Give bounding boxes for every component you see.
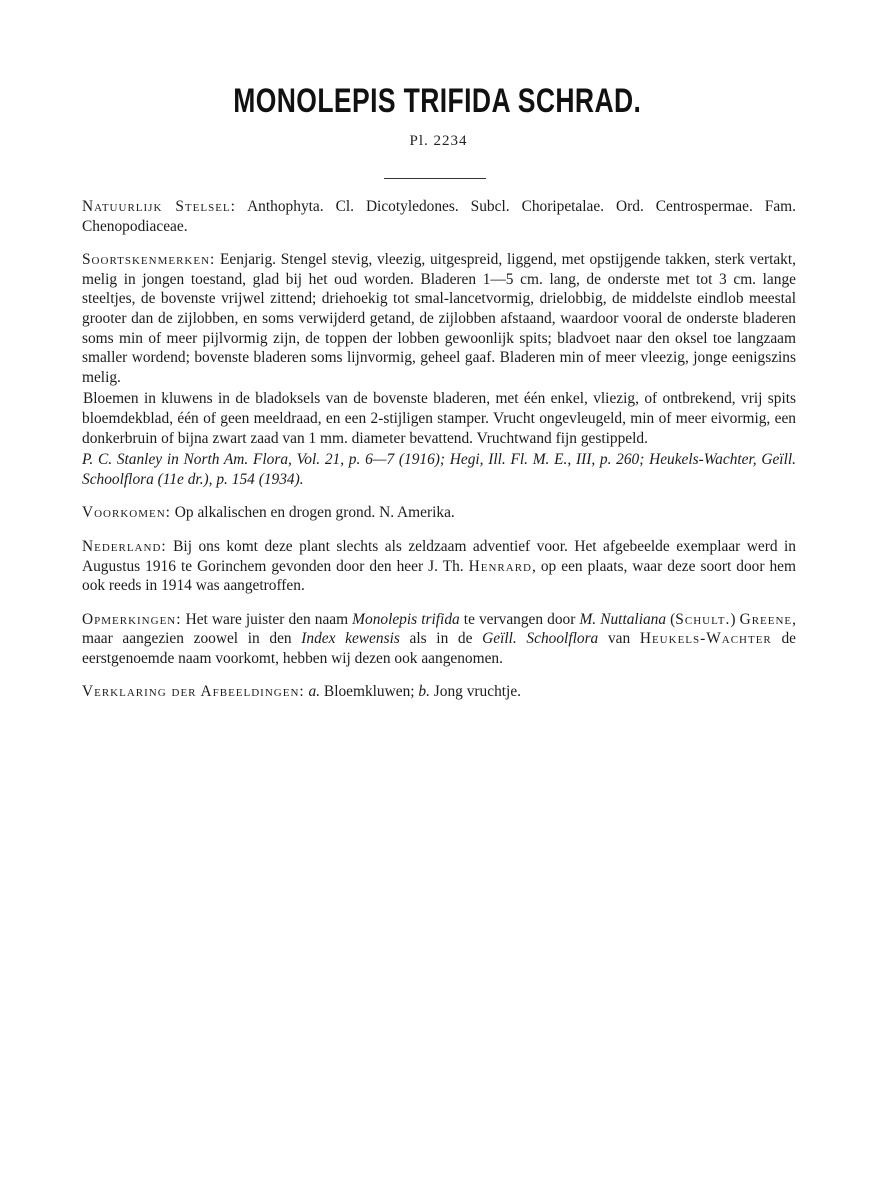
section-text: Het ware juister den naam [181,610,353,628]
section-voorkomen [82,503,796,523]
title-divider [384,178,486,179]
section-text: Bloemen in kluwens in de bladoksels van de bovenste bladeren, met één enkel, vliezig, of ontbrekend, vrij spits bloemdekblad, één of geen meeldraad, en een 2-stijligen stamper. Vrucht ongevleugeld, min of meer eivormig, een donkerbruin of bijna zwart zaad van 1 mm. diameter bevattend. Vruchtwand fijn gestippeld. [82,390,796,447]
document-body [82,197,796,716]
page-title: MONOLEPIS TRIFIDA SCHRAD. [233,82,642,120]
figure-letter: a. [308,683,321,701]
author-name: Heukels-Wachter [639,630,772,648]
section-verklaring [82,682,796,702]
section-text: Bloemkluwen; [320,683,419,701]
section-opmerkingen [82,610,796,669]
person-name: Henrard [468,557,532,575]
figure-letter: b. [418,683,430,701]
section-label: Opmerkingen: [82,610,182,628]
section-text: ) [730,610,740,628]
species-name: M. Nuttaliana [579,610,667,628]
section-label: Natuurlijk Stelsel: [82,198,236,215]
section-text: Anthophyta. Cl. Dicotyledones. Subcl. Choripetalae. Ord. Centrospermae. Fam. Chenopodiaceae. [82,198,796,235]
section-text: de eerstgenoemde naam voorkomt, hebben wij dezen ook aangenomen. [82,630,796,667]
section-label: Soortskenmerken: [82,251,216,269]
section-text: , maar aangezien zoowel in den [82,610,796,648]
author-name: Greene [739,610,793,628]
section-text: Bij ons komt deze plant slechts als zeldzaam adventief voor. Het afgebeelde exemplaar werd in Augustus 1916 te Gorinchem gevonden door den heer J. Th. [82,537,796,575]
section-references [82,450,796,489]
work-title: Geïll. Schoolflora [482,630,599,648]
species-name: Monolepis trifida [352,610,460,628]
section-label: Voorkomen: [82,504,171,522]
section-text: van [598,630,640,648]
section-text: Eenjarig. Stengel stevig, vleezig, uitgespreid, liggend, met opstijgende takken, sterk vertakt, melig in jongen toestand, glad bij het oud worden. Bladeren 1—5 cm. lang, de onderste met tot 3 cm. lange steeltjes, de bovenste vrijwel zittend; driehoekig tot smal-lancetvormig, drielobbig, de middelste eindlob meestal grooter dan de zijlobben, en soms verwijderd getand, de zijlobben afstaand, waardoor vooral de onderste bladeren soms min of meer pijlvormig zijn, de toppen der lobben gewoonlijk spits; bladvoet naar den oksel toe langzaam smaller wordend; bovenste bladeren soms lijnvormig, geheel gaaf. Bladeren min of meer vleezig, jonge eenigszins melig. [82,251,796,386]
section-text: te vervangen door [459,610,580,628]
section-label: Nederland: [82,537,167,555]
section-soortskenmerken [82,250,796,387]
author-name: Schult. [675,610,731,628]
section-nederland [82,537,796,596]
section-text: Jong vruchtje. [429,683,521,701]
section-text: ( [666,610,676,628]
references-text: P. C. Stanley in North Am. Flora, Vol. 21, p. 6—7 (1916); Hegi, Ill. Fl. M. E., III, p. 260; Heukels-Wachter, Geïll. Schoolflora (11e dr.), p. 154 (1934). [82,451,796,488]
section-natuurlijk-stelsel [82,197,796,236]
section-text: , op een plaats, waar deze soort door hem ook reeds in 1914 was aangetroffen. [82,557,796,595]
section-text: Op alkalischen en drogen grond. N. Amerika. [170,504,455,522]
section-text: als in de [399,630,483,648]
plate-number: Pl. 2234 [409,133,468,149]
work-title: Index kewensis [301,630,400,648]
section-bloemen [82,389,796,448]
section-label: Verklaring der Afbeeldingen: [82,683,305,701]
